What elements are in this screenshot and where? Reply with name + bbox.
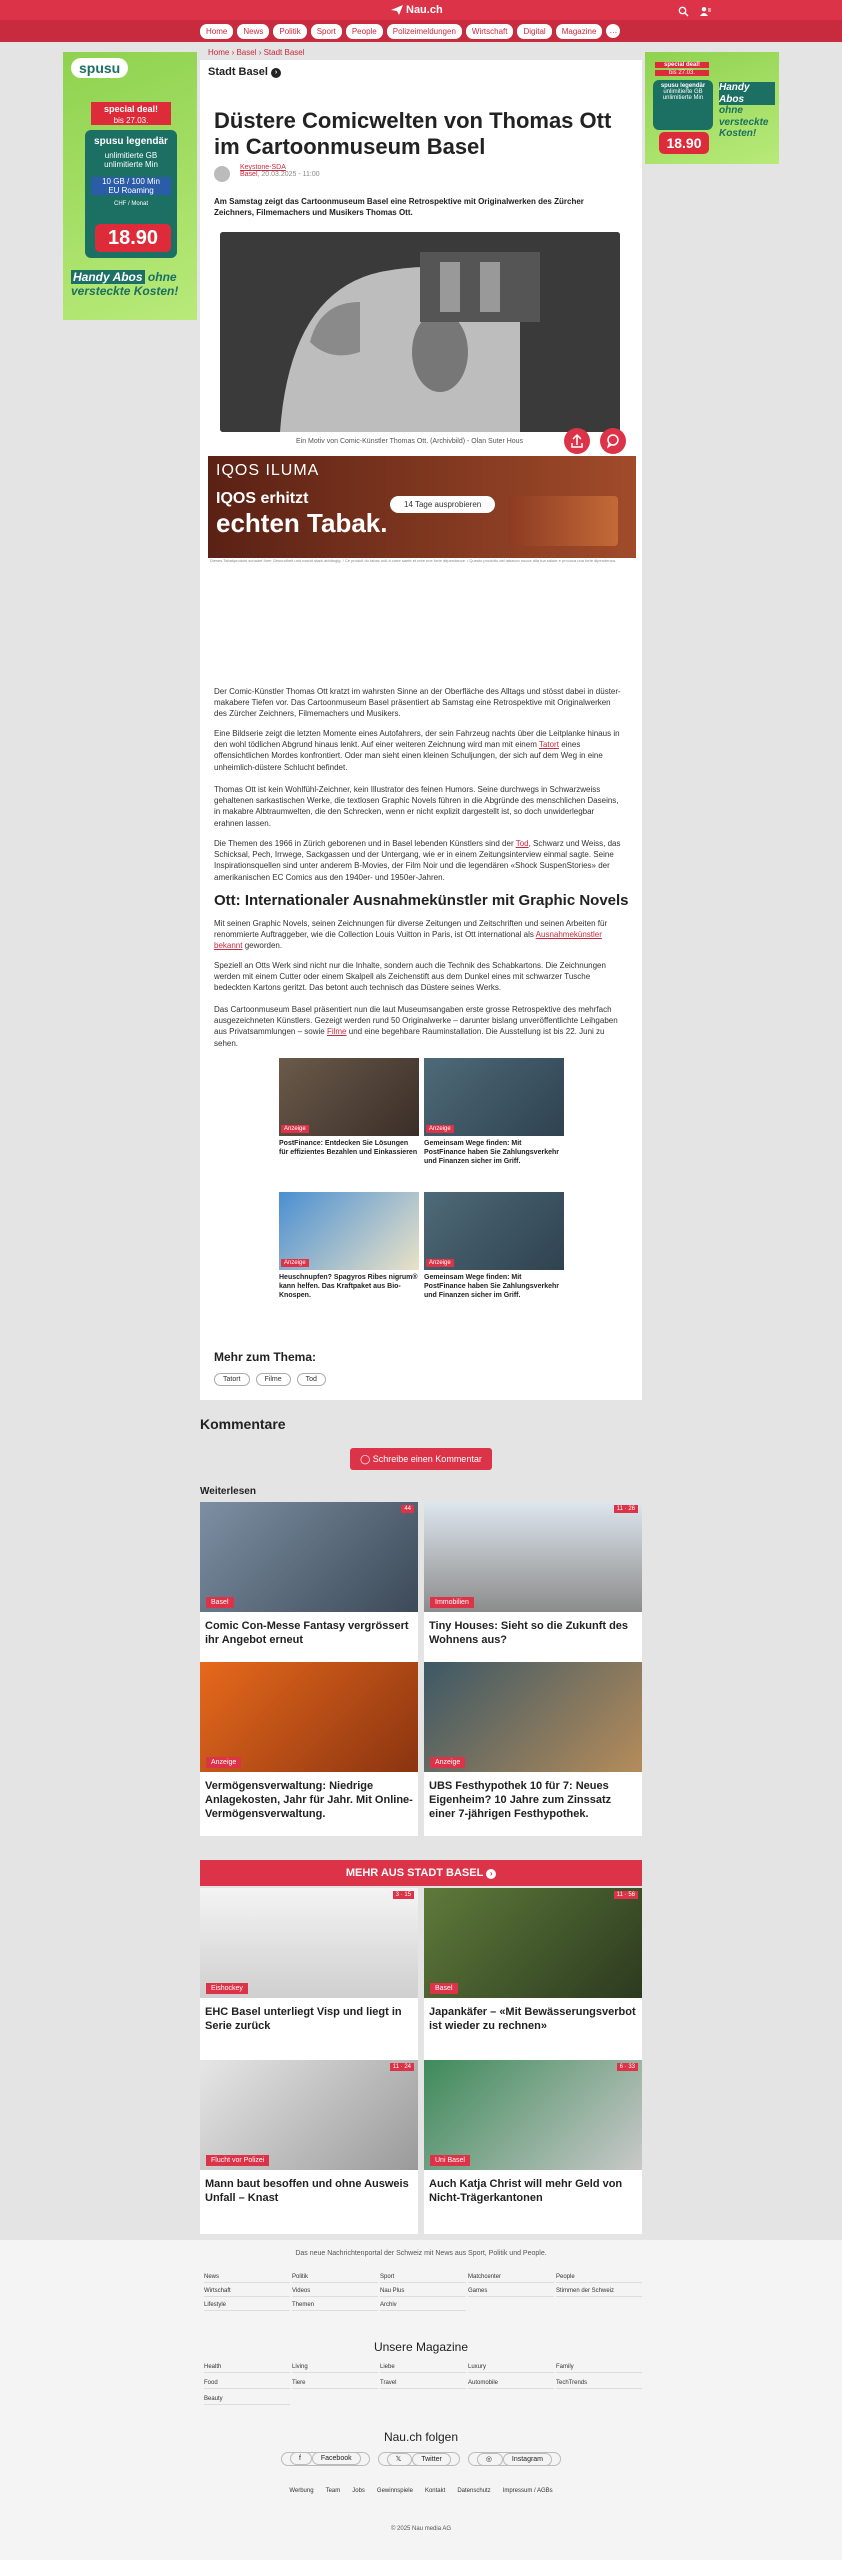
- card-category: Anzeige: [206, 1757, 241, 1768]
- magazine-link[interactable]: Travel: [380, 2380, 466, 2389]
- footer-link[interactable]: News: [204, 2274, 290, 2283]
- article-card[interactable]: [200, 1888, 418, 2062]
- share-button[interactable]: [564, 428, 590, 454]
- ad-line2: unlimitierte Min: [104, 160, 158, 169]
- comments-title: Kommentare: [200, 1416, 286, 1432]
- card-category: Anzeige: [430, 1757, 465, 1768]
- breadcrumb-stadt-basel[interactable]: Stadt Basel: [263, 48, 305, 57]
- instagram-icon: ◎: [477, 2453, 503, 2466]
- card-category: Immobilien: [430, 1597, 474, 1608]
- comic-head-illustration: [220, 232, 620, 432]
- tag-tatort[interactable]: Tatort: [214, 1373, 250, 1386]
- ad-price: 18.90: [95, 224, 171, 252]
- card-title: EHC Basel unterliegt Visp und liegt in Serie zurück: [205, 2006, 402, 2032]
- ad-bottom-2: ohne: [147, 270, 177, 284]
- magazine-link[interactable]: Liebe: [380, 2364, 466, 2373]
- promo-card[interactable]: [279, 1192, 419, 1300]
- ad-bottom-1: Handy Abos: [73, 270, 143, 284]
- ad-left[interactable]: [63, 52, 197, 320]
- magazine-link[interactable]: TechTrends: [556, 2380, 642, 2389]
- ad-deal: special deal!: [91, 102, 171, 116]
- promo-text: Gemeinsam Wege finden: Mit PostFinance haben Sie Zahlungsverkehr und Finanzen sicher im Griff.: [424, 1140, 559, 1166]
- card-image: [424, 1662, 642, 1772]
- instagram-button[interactable]: [468, 2452, 561, 2466]
- write-comment-button[interactable]: [350, 1448, 492, 1470]
- ad-headline: spusu legendär: [94, 136, 168, 147]
- ad-right-offer-box: [653, 80, 713, 130]
- iqos-device-graphic: [508, 496, 618, 546]
- article-card[interactable]: [424, 1662, 642, 1836]
- paragraph-3: Thomas Ott ist kein Wohlfühl-Zeichner, kein Illustrator des feinen Humors. Seine durchwegs in Schwarzweiss gehaltenen sarkastischen Werke, die textlosen Graphic Novels führen in die Abgründe des menschlichen Daseins, in makabre Albtraumwelten, die den Schrecken, wenn er nicht explizit dargestellt ist, so doch unwiderlegbar erahnen lassen.: [214, 785, 619, 828]
- iqos-ad[interactable]: [208, 456, 636, 558]
- legal-link[interactable]: Datenschutz: [457, 2488, 491, 2494]
- ad-price-label: CHF / Monat: [113, 201, 148, 207]
- card-title: Tiny Houses: Sieht so die Zukunft des Wohnens aus?: [429, 1620, 629, 1646]
- promo-image: [424, 1058, 564, 1136]
- link-tatort[interactable]: Tatort: [538, 740, 559, 750]
- article-lead: Am Samstag zeigt das Cartoonmuseum Basel eine Retrospektive mit Originalwerken des Zürcher Zeichners, Filmemachers und Musikers Thomas Ott.: [214, 197, 584, 218]
- promo-badge: Anzeige: [281, 1259, 309, 1267]
- paragraph-4-end: , Schwarz und Weiss, das Schicksal, Pech, Irrwege, Sackgassen und der Untergang, wie er in einem Zeitungsinterview einmal sagte. Seine Inspirationsquellen sind unter anderem B-Movies, der Film Noir und die legendären «Shock SuspenStories» der amerikanischen EC Comics aus den 1940er- und 1950er-Jahren.: [214, 839, 621, 882]
- nav-digital[interactable]: Digital: [517, 24, 551, 39]
- promo-card[interactable]: [424, 1192, 564, 1300]
- legal-link[interactable]: Jobs: [352, 2488, 365, 2494]
- promo-badge: Anzeige: [426, 1259, 454, 1267]
- nav-more-button[interactable]: …: [606, 24, 620, 38]
- promo-badge: Anzeige: [426, 1125, 454, 1133]
- comment-icon: [600, 428, 626, 454]
- footer-link[interactable]: Matchcenter: [468, 2274, 554, 2283]
- legal-links: [0, 2488, 842, 2494]
- footer-link[interactable]: Wirtschaft: [204, 2288, 290, 2297]
- ad-bottom-3: versteckte Kosten!: [71, 284, 179, 299]
- paragraph-1: Der Comic-Künstler Thomas Ott kratzt im wahrsten Sinne an der Oberfläche des Alltags und stösst dabei in düster-makabere Tiefen vor. Das Cartoonmuseum Basel präsentiert ab Samstag eine Retrospektive mit Originalwerken des Zürcher Zeichners, Filmemachers und Musikers.: [214, 687, 621, 719]
- ad-right-line1: unlimitierte GB: [663, 89, 703, 95]
- card-category: Uni Basel: [430, 2155, 470, 2166]
- article-card[interactable]: [200, 1502, 418, 1676]
- footer-link[interactable]: Politik: [292, 2274, 378, 2283]
- ad-right-side-3: versteckte: [719, 116, 769, 128]
- footer-intro: Das neue Nachrichtenportal der Schweiz mit News aus Sport, Politik und People.: [295, 2250, 547, 2257]
- magazine-link[interactable]: Luxury: [468, 2364, 554, 2373]
- weiterlesen-title: Weiterlesen: [200, 1486, 256, 1497]
- nav-politik[interactable]: Politik: [273, 24, 306, 39]
- ad-right-line2: unlimitierte Min: [662, 95, 704, 101]
- ad-roaming2: EU Roaming: [91, 186, 171, 195]
- article-card[interactable]: [200, 1662, 418, 1836]
- article-card[interactable]: [424, 2060, 642, 2234]
- tag-filme[interactable]: Filme: [256, 1373, 291, 1386]
- footer-link[interactable]: Lifestyle: [204, 2302, 290, 2311]
- footer-link[interactable]: Nau Plus: [380, 2288, 466, 2297]
- footer-link[interactable]: Themen: [292, 2302, 378, 2311]
- twitter-label: Twitter: [412, 2453, 451, 2466]
- top-bar: [0, 0, 842, 20]
- author-avatar: [214, 166, 230, 182]
- promo-image: [279, 1058, 419, 1136]
- promo-card[interactable]: [279, 1058, 419, 1157]
- article-card[interactable]: [424, 1888, 642, 2062]
- card-title: Auch Katja Christ will mehr Geld von Nicht-Trägerkantonen: [429, 2178, 623, 2204]
- magazine-link[interactable]: Family: [556, 2364, 642, 2373]
- twitter-button[interactable]: [378, 2452, 460, 2466]
- tag-tod[interactable]: Tod: [297, 1373, 326, 1386]
- promo-text: Gemeinsam Wege finden: Mit PostFinance haben Sie Zahlungsverkehr und Finanzen sicher im Griff.: [424, 1274, 559, 1300]
- card-title: UBS Festhypothek 10 für 7: Neues Eigenheim? 10 Jahre zum Zinssatz einer 7-jährigen Festhypothek.: [429, 1780, 612, 1820]
- chevron-right-icon: ›: [271, 68, 281, 78]
- ad-right-side-2: ohne: [719, 105, 743, 116]
- nav-bar: [0, 20, 842, 42]
- card-image: [200, 1888, 418, 1998]
- comment-count-badge: 44: [401, 1505, 414, 1513]
- copyright: © 2025 Nau media AG: [390, 2526, 452, 2532]
- social-links: [0, 2452, 842, 2466]
- facebook-icon: f: [290, 2452, 312, 2465]
- promo-card[interactable]: [424, 1058, 564, 1166]
- instagram-label: Instagram: [503, 2453, 552, 2466]
- footer-link[interactable]: People: [556, 2274, 642, 2283]
- section-title-text: Stadt Basel: [208, 66, 268, 78]
- card-title: Vermögensverwaltung: Niedrige Anlagekosten, Jahr für Jahr. Mit Online-Vermögensverwaltung.: [205, 1780, 413, 1820]
- iqos-warning: Dieses Tabakprodukt schadet Ihrer Gesundheit und macht stark abhängig. / Ce produit du tabac nuit à votre santé et crée une forte dépendance. / Questo prodotto del tabacco nuoce alla tua salute e provoca una forte dipendenza.: [210, 558, 616, 563]
- link-ausnahmekuenstler[interactable]: Ausnahmekünstler bekannt: [214, 930, 602, 951]
- legal-link[interactable]: Team: [325, 2488, 341, 2494]
- paragraph-7-end: und eine begehbare Rauminstallation. Die Ausstellung ist bis 22. Juni zu sehen.: [214, 1027, 605, 1048]
- paragraph-5-start: Mit seinen Graphic Novels, seinen Zeichnungen für diverse Zeitungen und Zeitschriften und seinen Arbeiten für renommierte Auftraggeber, wie die Collection Louis Vuitton in Paris, ist Ott international als: [214, 919, 608, 940]
- comment-count-badge: 3 · 15: [393, 1891, 414, 1899]
- section-title[interactable]: [208, 66, 281, 78]
- nav-wirtschaft[interactable]: Wirtschaft: [466, 24, 514, 39]
- nav-magazine[interactable]: Magazine: [556, 24, 603, 39]
- footer-link[interactable]: Archiv: [380, 2302, 466, 2311]
- iqos-line2: echten Tabak.: [216, 508, 388, 538]
- ad-right-deal: special deal!: [655, 62, 709, 68]
- card-category: Basel: [206, 1597, 234, 1608]
- ad-right-deal-date: bis 27.03.: [655, 70, 709, 76]
- logo-text: Nau.ch: [406, 4, 443, 16]
- ad-right-side-text: [719, 82, 775, 140]
- magazine-link[interactable]: Tiere: [292, 2380, 378, 2389]
- mehr-aus-title: MEHR AUS STADT BASEL: [345, 1867, 484, 1879]
- iqos-line1: IQOS erhitzt: [216, 490, 309, 507]
- paragraph-6: Speziell an Otts Werk sind nicht nur die Inhalte, sondern auch die Technik des Schabkartons. Die Zeichnungen werden mit einem Cutter oder einem Skalpell als Zeichenstift aus dem Dunkel eines mit schwarzer Tusche bedeckten Kartons geritzt. Das betont auch technisch das Düstere seines Werks.: [214, 961, 606, 993]
- facebook-label: Facebook: [312, 2452, 361, 2465]
- article-card[interactable]: [424, 1502, 642, 1676]
- nav-home[interactable]: Home: [200, 24, 233, 39]
- magazine-link[interactable]: Health: [204, 2364, 290, 2373]
- twitter-icon: 𝕏: [387, 2453, 413, 2466]
- paper-plane-icon: [391, 5, 403, 15]
- ad-deal-date: bis 27.03.: [91, 116, 171, 125]
- magazine-link[interactable]: Automobile: [468, 2380, 554, 2389]
- legal-link[interactable]: Kontakt: [424, 2488, 446, 2494]
- promo-image: [424, 1192, 564, 1270]
- paragraph-7: [214, 1004, 624, 1049]
- comment-count-badge: 11 · 26: [614, 1505, 638, 1513]
- write-comment-label: Schreibe einen Kommentar: [372, 1454, 482, 1464]
- card-title: Japankäfer – «Mit Bewässerungsverbot ist wieder zu rechnen»: [429, 2006, 636, 2032]
- subheading: Ott: Internationaler Ausnahmekünstler mit Graphic Novels: [214, 892, 629, 909]
- legal-link[interactable]: Werbung: [289, 2488, 314, 2494]
- card-category: Basel: [430, 1983, 458, 1994]
- mehr-aus-stadt-basel-banner[interactable]: [200, 1860, 642, 1886]
- comment-bubble-button[interactable]: [600, 428, 626, 454]
- footer-link[interactable]: Sport: [380, 2274, 466, 2283]
- card-category: Flucht vor Polizei: [206, 2155, 269, 2166]
- card-title: Mann baut besoffen und ohne Ausweis Unfall – Knast: [205, 2178, 409, 2204]
- article-place: Basel: [240, 171, 258, 178]
- ad-right-side-4: Kosten!: [719, 128, 757, 139]
- ad-brand: spusu: [71, 58, 128, 78]
- paragraph-4-start: Die Themen des 1966 in Zürich geborenen und in Basel lebenden Künstlers sind der: [214, 839, 514, 848]
- footer-link[interactable]: Games: [468, 2288, 554, 2297]
- comment-count-badge: 6 · 33: [617, 2063, 638, 2071]
- topic-tags: [214, 1373, 326, 1386]
- legal-link[interactable]: Gewinnspiele: [376, 2488, 413, 2494]
- article-card[interactable]: [200, 2060, 418, 2234]
- nav-people[interactable]: People: [346, 24, 383, 39]
- hero-image[interactable]: [220, 232, 620, 432]
- card-title: Comic Con-Messe Fantasy vergrössert ihr Angebot erneut: [205, 1620, 409, 1646]
- ad-line1: unlimitierte GB: [104, 151, 158, 160]
- card-image: [200, 2060, 418, 2170]
- chevron-right-icon: ›: [486, 1869, 496, 1879]
- promo-text: PostFinance: Entdecken Sie Lösungen für effizientes Bezahlen und Einkassieren: [279, 1140, 418, 1157]
- breadcrumb: Home › Basel › Stadt Basel: [208, 48, 305, 57]
- magazine-link[interactable]: Food: [204, 2380, 290, 2389]
- paragraph-5: [214, 918, 624, 952]
- paragraph-5-end: geworden.: [244, 941, 283, 951]
- ad-bottom-text: [71, 270, 189, 299]
- magazine-link[interactable]: Living: [292, 2364, 378, 2373]
- site-logo[interactable]: [391, 4, 443, 16]
- ad-right-side-1: Handy Abos: [719, 82, 775, 105]
- card-image: [200, 1502, 418, 1612]
- paragraph-7-start: Das Cartoonmuseum Basel präsentiert nun die laut Museumsangaben erste grosse Retrospektive des mehrfach ausgezeichneten Künstlers. Gezeigt werden rund 50 Originalwerke – darunter bislang unveröffentlichte Leihgaben aus Privatsammlungen – sowie: [214, 1005, 618, 1037]
- mehr-zum-thema-title: Mehr zum Thema:: [214, 1350, 317, 1364]
- magazine-link[interactable]: Beauty: [204, 2396, 290, 2405]
- legal-link[interactable]: Impressum / AGBs: [502, 2488, 553, 2494]
- breadcrumb-basel[interactable]: Basel: [236, 48, 257, 57]
- author-name[interactable]: Keystone-SDA: [240, 164, 286, 171]
- promo-badge: Anzeige: [281, 1125, 309, 1133]
- card-category: Eishockey: [206, 1983, 248, 1994]
- footer-link[interactable]: Videos: [292, 2288, 378, 2297]
- comment-icon: ◯: [360, 1454, 371, 1464]
- article-meta: Keystone-SDA Basel, 20.03.2025 - 11:00: [240, 164, 320, 178]
- paragraph-2-end: eines offensichtlichen Mordes konfrontiert. Oder man sieht einen kleinen Schuljungen, der sich auf dem Weg in eine unheimlich-düstere Schlucht befindet.: [214, 740, 603, 772]
- card-image: [424, 1888, 642, 1998]
- ad-roaming: 10 GB / 100 Min: [91, 177, 171, 186]
- magazines-title: Unsere Magazine: [373, 2340, 469, 2354]
- article-title: Düstere Comicwelten von Thomas Ott im Cartoonmuseum Basel: [214, 108, 612, 160]
- breadcrumb-home[interactable]: Home: [208, 48, 230, 57]
- link-filme[interactable]: Filme: [326, 1027, 347, 1037]
- article-date: 20.03.2025 - 11:00: [261, 171, 320, 178]
- card-image: [424, 2060, 642, 2170]
- follow-title: Nau.ch folgen: [383, 2430, 459, 2444]
- iqos-brand: IQOS ILUMA: [216, 462, 320, 479]
- card-image: [424, 1502, 642, 1612]
- magazine-links: [204, 2364, 640, 2404]
- ad-right-price: 18.90: [659, 132, 709, 154]
- paragraph-2-start: Eine Bildserie zeigt die letzten Momente eines Autofahrers, der sein Fahrzeug nachts über die Leitplanke hinaus in den wohl tödlichen Abgrund hinaus lenkt. Auf einer weiteren Zeichnung wird man mit einem: [214, 729, 620, 750]
- comment-count-badge: 11 · 24: [390, 2063, 414, 2071]
- promo-image: [279, 1192, 419, 1270]
- ad-right[interactable]: [645, 52, 779, 164]
- footer-links: [204, 2274, 640, 2314]
- comment-count-badge: 11 · 56: [614, 1891, 638, 1899]
- promo-text: Heuschnupfen? Spagyros Ribes nigrum® kann helfen. Das Kraftpaket aus Bio-Knospen.: [279, 1274, 418, 1300]
- nav-news[interactable]: News: [237, 24, 269, 39]
- link-tod[interactable]: Tod: [515, 839, 529, 848]
- card-image: [200, 1662, 418, 1772]
- image-caption: Ein Motiv von Comic-Künstler Thomas Ott. (Archivbild) - Olan Suter Hous: [296, 438, 524, 445]
- main-nav: [200, 24, 620, 39]
- ad-right-headline: spusu legendär: [660, 83, 706, 89]
- iqos-cta-button[interactable]: 14 Tage ausprobieren: [390, 496, 495, 513]
- paragraph-4: [214, 838, 624, 883]
- user-icon[interactable]: [700, 4, 712, 16]
- facebook-button[interactable]: [281, 2452, 370, 2466]
- nav-polizeimeldungen[interactable]: Polizeimeldungen: [387, 24, 462, 39]
- share-icon: [564, 428, 590, 454]
- footer-link[interactable]: Stimmen der Schweiz: [556, 2288, 642, 2297]
- search-icon[interactable]: [678, 4, 690, 16]
- nav-sport[interactable]: Sport: [311, 24, 342, 39]
- paragraph-2: [214, 728, 624, 773]
